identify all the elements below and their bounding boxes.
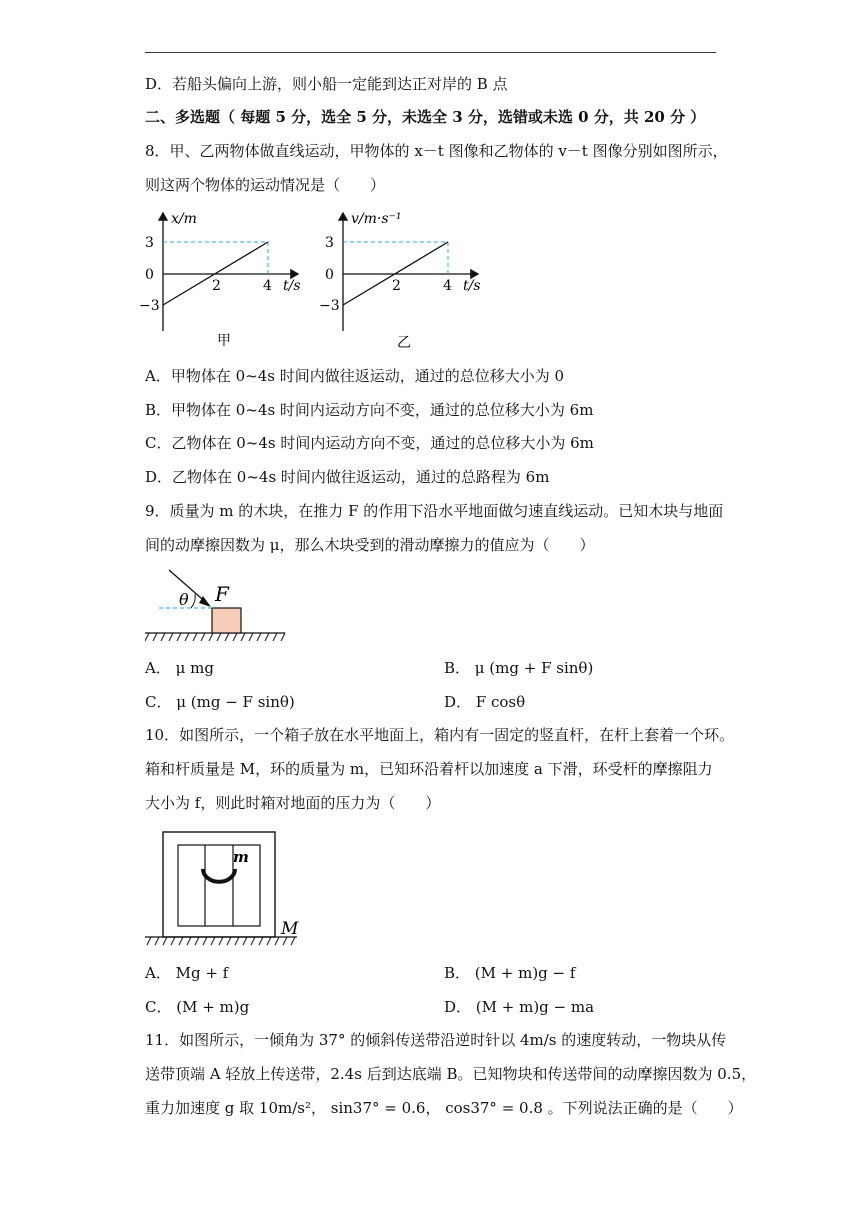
q11-stem-1: 11．如图所示，一倾角为 37° 的倾斜传送带沿逆时针以 4m/s 的速度转动，一物块从传 (145, 1031, 727, 1049)
q9-option-d: D． F cosθ (444, 693, 526, 711)
jia-y-label: x/m (171, 211, 197, 227)
yi-caption: 乙 (397, 335, 411, 351)
q9-option-b: B． μ (mg + F sinθ) (444, 659, 594, 677)
q8-option-a: A．甲物体在 0~4s 时间内做往返运动，通过的总位移大小为 0 (145, 367, 565, 385)
jia-xtick-4: 4 (263, 278, 272, 294)
yi-x-label: t/s (463, 278, 481, 294)
q9-stem-1: 9．质量为 m 的木块，在推力 F 的作用下沿水平地面做匀速直线运动。已知木块与地面 (145, 502, 724, 520)
q10-ring-label: m (233, 848, 249, 866)
q10-box-outer (163, 832, 275, 937)
q10-ring (203, 869, 235, 882)
q7-option-d: D．若船头偏向上游，则小船一定能到达正对岸的 B 点 (145, 75, 508, 93)
q11-stem-3: 重力加速度 g 取 10m/s²， sin37° = 0.6， cos37° = 0.8 。下列说法正确的是（ ） (145, 1099, 743, 1117)
jia-caption: 甲 (217, 333, 231, 349)
q9-ground-hatch (145, 633, 285, 641)
q10-option-c: C． (M + m)g (145, 998, 250, 1016)
q9-block (212, 608, 241, 633)
jia-x-label: t/s (283, 278, 301, 294)
header-rule (145, 52, 716, 53)
q9-figure (145, 563, 290, 645)
q9-option-a: A． μ mg (145, 659, 214, 677)
q10-stem-2: 箱和杆质量是 M，环的质量为 m，已知环沿着杆以加速度 a 下滑，环受杆的摩擦阻力 (145, 760, 713, 778)
q11-stem-2: 送带顶端 A 轻放上传送带，2.4s 后到达底端 B。已知物块和传送带间的动摩擦因数为 0.5， (145, 1065, 757, 1083)
q10-option-a: A． Mg + f (145, 964, 229, 982)
q10-figure (145, 826, 305, 952)
q10-box-label: M (281, 919, 299, 939)
q8-stem-1: 8．甲、乙两物体做直线运动，甲物体的 x－t 图像和乙物体的 v－t 图像分别如图所示， (145, 142, 728, 160)
jia-ytick-neg3: −3 (139, 298, 160, 314)
q10-option-b: B． (M + m)g − f (444, 964, 576, 982)
q9-stem-2: 间的动摩擦因数为 μ，那么木块受到的滑动摩擦力的值应为（ ） (145, 536, 595, 554)
q9-angle-arc (191, 594, 195, 608)
section-multi-choice-title: 二、多选题（ 每题 5 分，选全 5 分，未选全 3 分，选错或未选 0 分，共 20 分 ） (145, 108, 706, 126)
q10-stem-3: 大小为 f，则此时箱对地面的压力为（ ） (145, 794, 441, 812)
q8-option-b: B．甲物体在 0~4s 时间内运动方向不变，通过的总位移大小为 6m (145, 401, 594, 419)
q8-option-c: C．乙物体在 0~4s 时间内运动方向不变，通过的总位移大小为 6m (145, 434, 594, 452)
q9-option-c: C． μ (mg − F sinθ) (145, 693, 295, 711)
yi-y-label: v/m·s⁻¹ (351, 211, 402, 227)
graph-jia (135, 205, 315, 355)
yi-ytick-0: 0 (325, 267, 334, 283)
q9-angle-label: θ (179, 590, 189, 609)
yi-xtick-4: 4 (443, 278, 452, 294)
jia-xtick-2: 2 (212, 278, 221, 294)
yi-xtick-2: 2 (392, 278, 401, 294)
q10-option-d: D． (M + m)g − ma (444, 998, 595, 1016)
jia-ytick-0: 0 (145, 267, 154, 283)
q10-stem-1: 10．如图所示，一个箱子放在水平地面上，箱内有一固定的竖直杆，在杆上套着一个环。 (145, 726, 735, 744)
yi-ytick-neg3: −3 (319, 298, 340, 314)
jia-ytick-3: 3 (145, 235, 154, 251)
yi-ytick-3: 3 (325, 235, 334, 251)
q8-option-d: D．乙物体在 0~4s 时间内做往返运动，通过的总路程为 6m (145, 468, 550, 486)
graph-yi (315, 205, 505, 355)
q10-ground-hatch (147, 937, 295, 945)
q8-stem-2: 则这两个物体的运动情况是（ ） (145, 176, 386, 194)
q9-force-label: F (215, 582, 229, 606)
